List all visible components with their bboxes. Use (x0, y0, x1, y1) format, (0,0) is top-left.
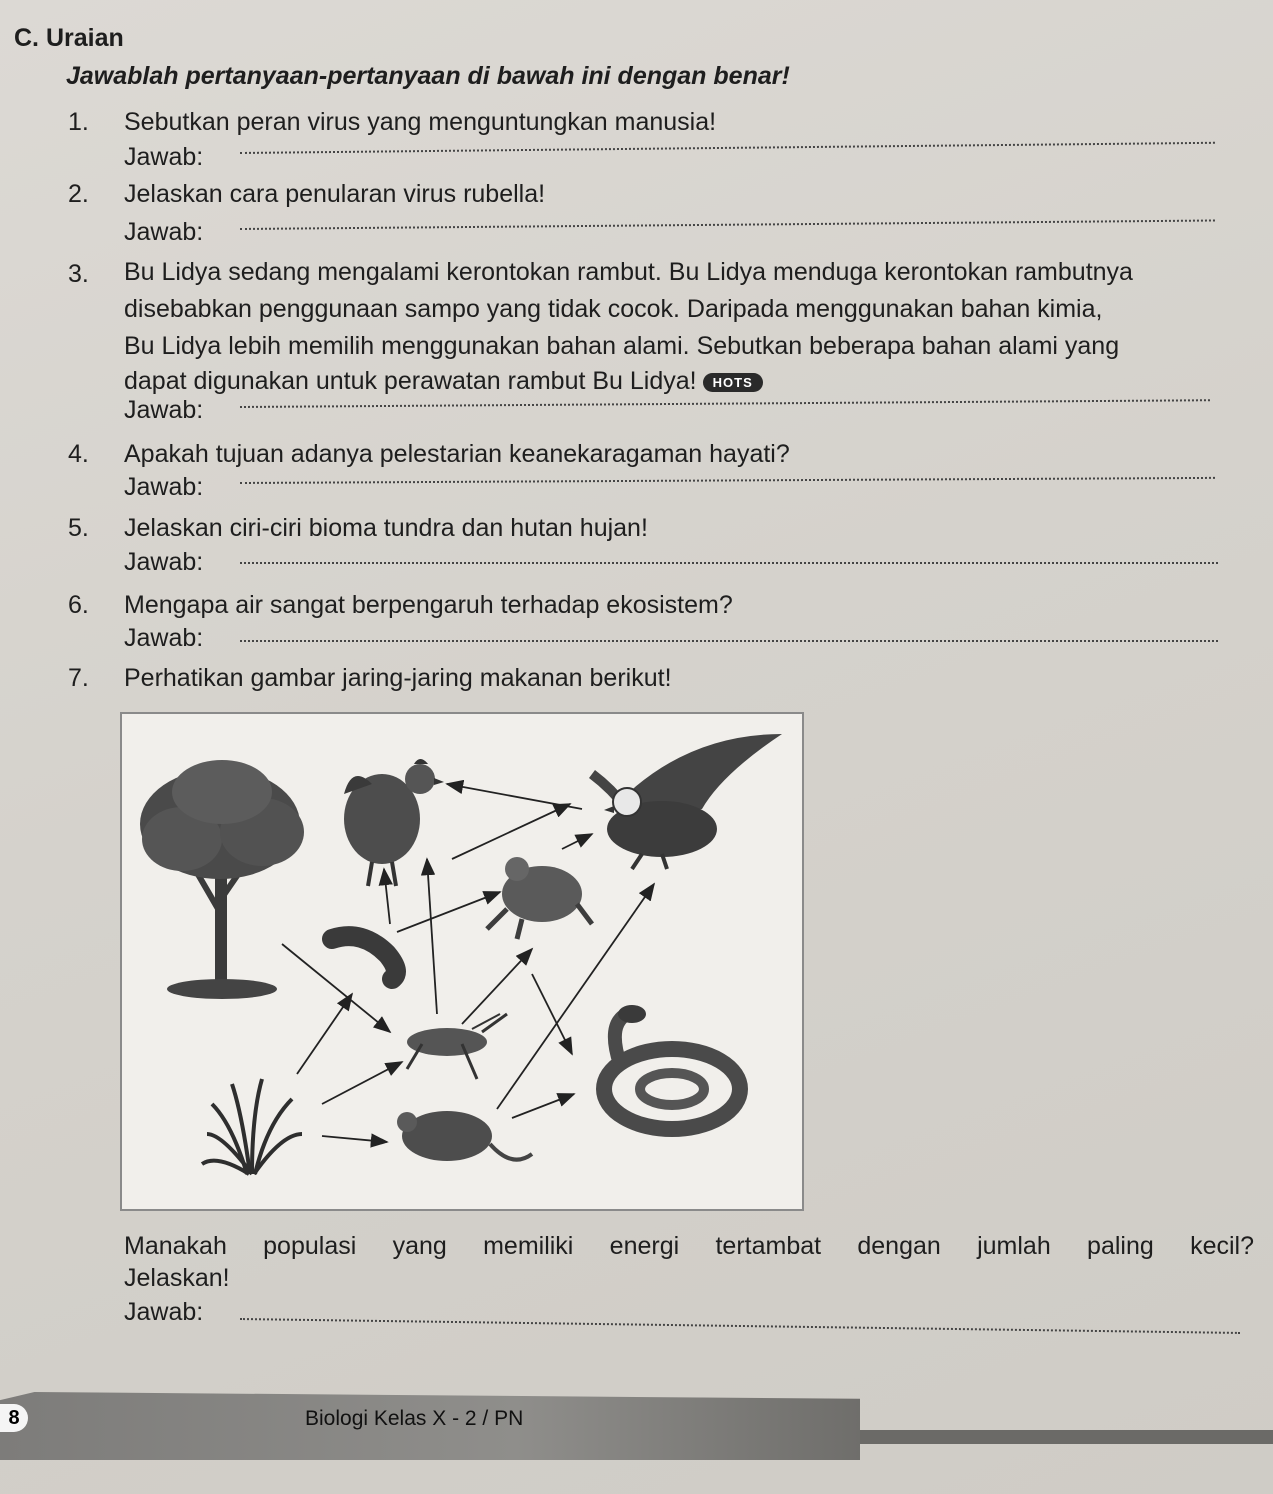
caterpillar-icon (332, 936, 396, 979)
section-heading: C. Uraian (14, 24, 124, 52)
question-4-number: 4. (68, 440, 89, 468)
question-3-line-2: disebabkan penggunaan sampo yang tidak cocok. Daripada menggunakan bahan kimia, (124, 295, 1103, 323)
tree-icon (140, 760, 304, 999)
eagle-icon (592, 734, 782, 869)
answer-line-1[interactable] (240, 142, 1215, 154)
section-instruction: Jawablah pertanyaan-pertanyaan di bawah ini dengan benar! (66, 62, 790, 90)
question-7-text: Perhatikan gambar jaring-jaring makanan berikut! (124, 664, 672, 692)
answer-line-5[interactable] (240, 562, 1218, 564)
answer-label-7: Jawab: (124, 1298, 204, 1326)
mouse-icon (397, 1111, 532, 1161)
question-3-number: 3. (68, 260, 89, 288)
question-1-number: 1. (68, 108, 89, 136)
question-5-text: Jelaskan ciri-ciri bioma tundra dan hutan hujan! (124, 514, 648, 542)
food-web-diagram (122, 714, 802, 1209)
answer-line-4[interactable] (240, 477, 1215, 484)
question-6-text: Mengapa air sangat berpengaruh terhadap ekosistem? (124, 591, 733, 619)
page-number: 8 (0, 1404, 28, 1432)
question-3-line-4-text: dapat digunakan untuk perawatan rambut Bu Lidya! (124, 367, 697, 395)
question-3-line-1: Bu Lidya sedang mengalami kerontokan rambut. Bu Lidya menduga kerontokan rambutnya (124, 258, 1133, 286)
question-2-text: Jelaskan cara penularan virus rubella! (124, 180, 546, 208)
frog-icon (487, 857, 592, 939)
footer-line (860, 1430, 1273, 1444)
question-6-number: 6. (68, 591, 89, 619)
answer-label-4: Jawab: (124, 473, 204, 501)
answer-line-7[interactable] (240, 1318, 1240, 1334)
question-2-number: 2. (68, 180, 89, 208)
answer-line-3[interactable] (240, 399, 1210, 408)
footer-book-title: Biologi Kelas X - 2 / PN (305, 1407, 524, 1430)
answer-line-6[interactable] (240, 640, 1218, 642)
answer-label-5: Jawab: (124, 548, 204, 576)
grasshopper-icon (407, 1014, 507, 1079)
question-5-number: 5. (68, 514, 89, 542)
answer-line-2[interactable] (240, 219, 1215, 230)
question-7-followup-1: Manakah populasi yang memiliki energi tertambat dengan jumlah paling kecil? (124, 1232, 1254, 1260)
question-7-followup-2: Jelaskan! (124, 1264, 230, 1292)
question-4-text: Apakah tujuan adanya pelestarian keanekaragaman hayati? (124, 440, 790, 468)
question-7-number: 7. (68, 664, 89, 692)
grass-icon (202, 1079, 302, 1174)
snake-icon (604, 1005, 740, 1129)
question-1-text: Sebutkan peran virus yang menguntungkan manusia! (124, 108, 717, 136)
answer-label-6: Jawab: (124, 624, 204, 652)
chicken-icon (344, 759, 444, 886)
answer-label-2: Jawab: (124, 218, 204, 246)
food-web-figure (120, 712, 804, 1211)
question-3-line-4 (124, 367, 763, 396)
question-3-line-3: Bu Lidya lebih memilih menggunakan bahan alami. Sebutkan beberapa bahan alami yang (124, 332, 1120, 360)
answer-label-1: Jawab: (124, 143, 204, 171)
hots-badge: HOTS (703, 373, 763, 392)
answer-label-3: Jawab: (124, 396, 204, 424)
